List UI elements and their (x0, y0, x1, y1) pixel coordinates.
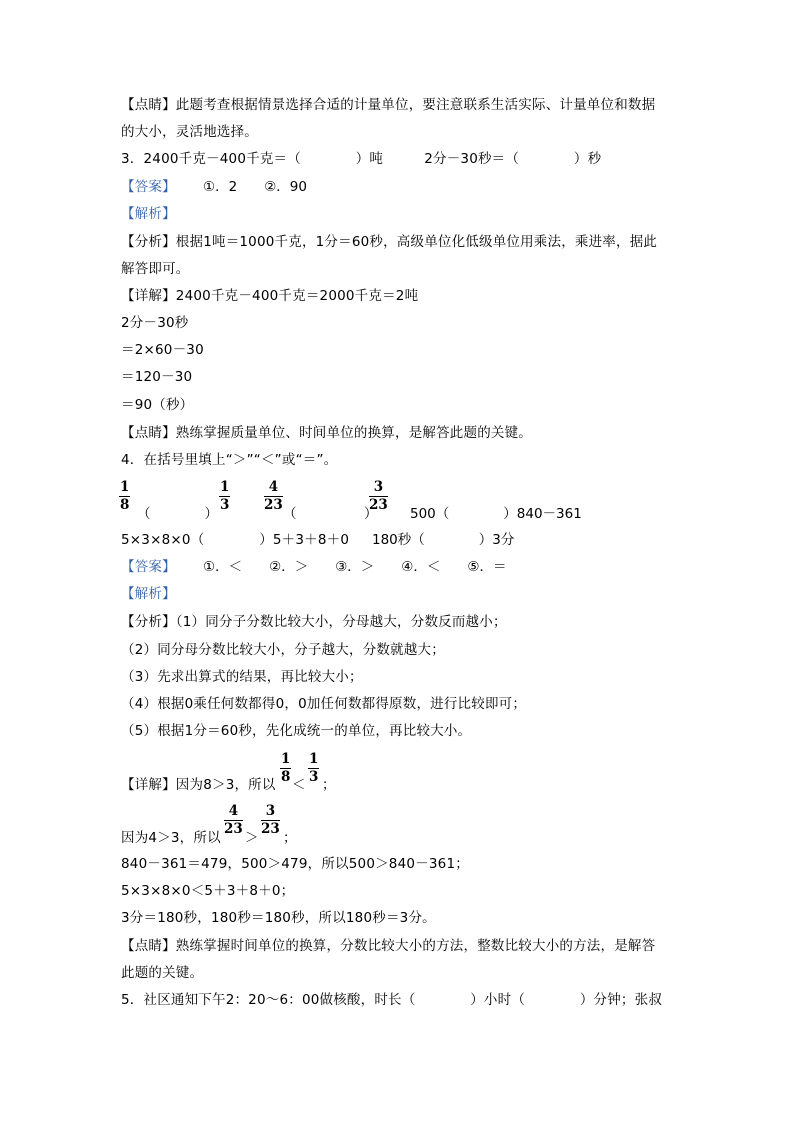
blank-paren-2: （ ） (283, 506, 378, 522)
less-than-sign: ＜ (292, 777, 306, 793)
question-4-row2a: 5×3×8×0（ ）5＋3＋8＋0 (121, 532, 350, 548)
greater-than-sign: ＞ (245, 830, 259, 846)
answer-4-label: 【答案】 (121, 559, 176, 575)
fraction-1-8-compare: 1 8 (281, 751, 291, 785)
dianjing-4-line1: 【点睛】熟练掌握时间单位的换算，分数比较大小的方法，整数比较大小的方法，是解答 (121, 938, 656, 954)
fenxi-4-1: 【分析】（1）同分子分数比较大小，分母越大，分数反而越小； (121, 614, 507, 630)
fenxi-4-4: （4）根据0乘任何数都得0，0加任何数都得原数，进行比较即可； (121, 696, 527, 712)
answer-4-values: ①．＜ ②．＞ ③．＞ ④．＜ ⑤．＝ (203, 559, 507, 575)
dianjing-prev-line1: 【点睛】此题考查根据情景选择合适的计量单位，要注意联系生活实际、计量单位和数据 (121, 97, 656, 113)
semicolon-1: ； (322, 777, 336, 793)
xiangjie-4-line1: 【详解】因为8＞3，所以 (121, 777, 276, 793)
fraction-1-8: 1 8 (120, 479, 130, 513)
calc-step-4: ＝90（秒） (121, 397, 194, 413)
analysis-4-label: 【解析】 (121, 586, 176, 602)
fenxi-4-2: （2）同分母分数比较大小，分子越大，分数就越大； (121, 642, 445, 658)
fraction-1-3-compare: 1 3 (309, 751, 319, 785)
fenxi-3-line1: 【分析】根据1吨＝1000千克，1分＝60秒，高级单位化低级单位用乘法，乘进率，据此 (121, 234, 658, 250)
question-4: 4．在括号里填上“＞”“＜”或“＝”。 (121, 452, 338, 468)
calc-step-3: ＝120－30 (121, 369, 193, 385)
fenxi-3-line2: 解答即可。 (121, 261, 190, 277)
fraction-3-23: 3 23 (369, 479, 388, 513)
xiangjie-4-line3: 840－361＝479，500＞479，所以500＞840－361； (121, 856, 469, 872)
calc-step-2: ＝2×60－30 (121, 342, 204, 358)
fraction-4-23: 4 23 (264, 479, 283, 513)
fenxi-4-3: （3）先求出算式的结果，再比较大小； (121, 669, 363, 685)
blank-paren-1: （ ） (137, 506, 218, 522)
fenxi-4-5: （5）根据1分＝60秒，先化成统一的单位，再比较大小。 (121, 723, 472, 739)
xiangjie-4-line5: 3分＝180秒，180秒＝180秒，所以180秒＝3分。 (121, 910, 436, 926)
xiangjie-4-line2: 因为4＞3，所以 (121, 830, 221, 846)
answer-3-values: ①．2 ②．90 (203, 179, 307, 195)
dianjing-prev-line2: 的大小，灵活地选择。 (121, 124, 258, 140)
fraction-3-23-compare: 3 23 (261, 803, 280, 837)
semicolon-2: ； (283, 830, 297, 846)
dianjing-4-line2: 此题的关键。 (121, 965, 204, 981)
calc-step-1: 2分－30秒 (121, 315, 189, 331)
fraction-4-23-compare: 4 23 (224, 803, 243, 837)
dianjing-3: 【点睛】熟练掌握质量单位、时间单位的换算，是解答此题的关键。 (121, 425, 532, 441)
question-3: 3．2400千克－400千克＝（ ）吨 2分－30秒＝（ ）秒 (121, 151, 602, 167)
blank-paren-3: 500（ ）840－361 (410, 506, 582, 522)
question-4-row2b: 180秒（ ）3分 (372, 532, 515, 548)
answer-3-label: 【答案】 (121, 179, 176, 195)
analysis-3-label: 【解析】 (121, 206, 176, 222)
xiangjie-4-line4: 5×3×8×0＜5＋3＋8＋0； (121, 883, 295, 899)
xiangjie-3: 【详解】2400千克－400千克＝2000千克＝2吨 (121, 288, 419, 304)
fraction-1-3: 1 3 (220, 479, 230, 513)
question-5: 5．社区通知下午2：20～6：00做核酸，时长（ ）小时（ ）分钟；张叔 (121, 992, 663, 1008)
